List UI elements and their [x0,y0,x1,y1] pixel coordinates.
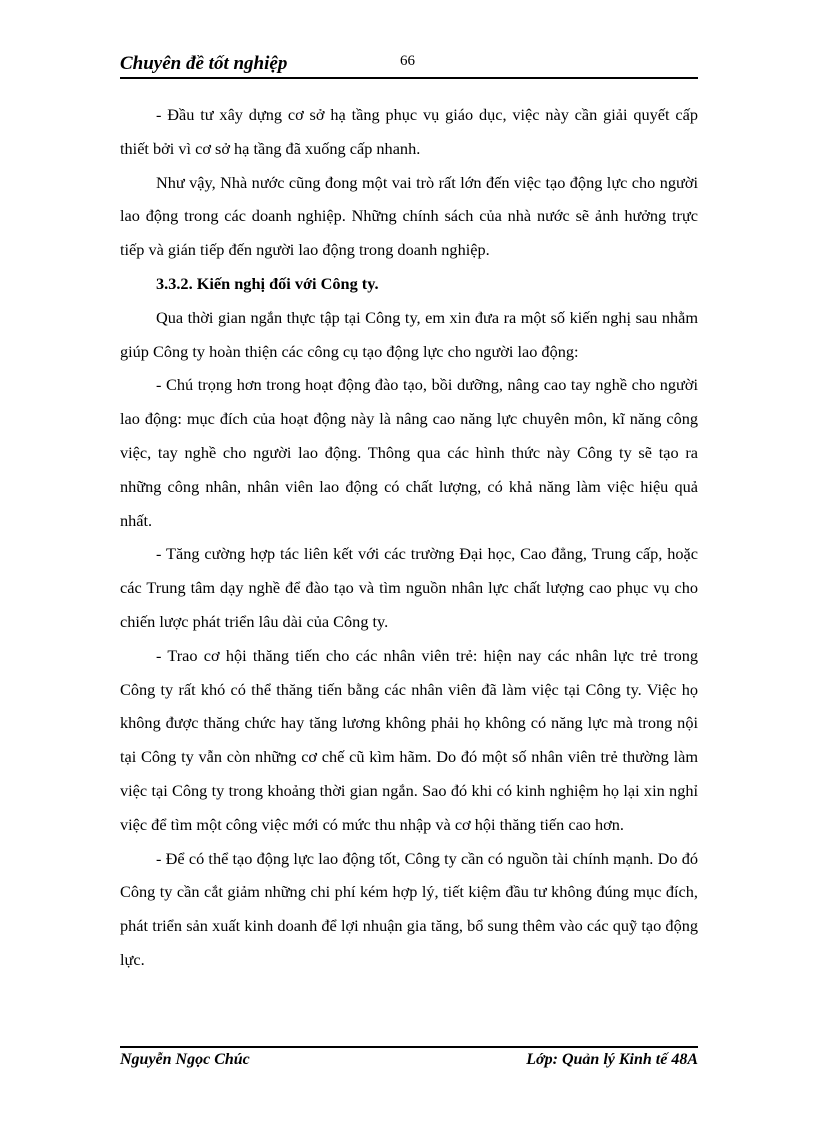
paragraph-state-role: Như vậy, Nhà nước cũng đong một vai trò rất lớn đến việc tạo động lực cho người lao động trong các doanh nghiệp. Những chính sách của nhà nước sẽ ảnh hưởng trực tiếp và gián tiếp đến người lao động trong doanh nghiệp. [120,172,698,260]
paragraph-cooperation: - Tăng cường hợp tác liên kết với các trường Đại học, Cao đẳng, Trung cấp, hoặc các Trung tâm dạy nghề để đào tạo và tìm nguồn nhân lực chất lượng cao phục vụ cho chiến lược phát triển lâu dài của Công ty. [120,544,698,631]
author-name: Nguyễn Ngọc Chúc [120,1051,250,1068]
paragraph-promotion: - Trao cơ hội thăng tiến cho các nhân viên trẻ: hiện nay các nhân lực trẻ trong Công ty rất khó có thể thăng tiến bằng các nhân viên đã làm việc tại Công ty. Việc họ không được thăng chức hay tăng lương không phải họ không có năng lực mà trong nội tại Công ty vẫn còn những cơ chế cũ kìm hãm. Do đó một số nhân viên trẻ thường làm việc tại Công ty trong khoảng thời gian ngắn. Sao đó khi có kinh nghiệm họ lại xin nghỉ việc để tìm một công việc mới có mức thu nhập và cơ hội thăng tiến cao hơn. [120,645,698,834]
page-footer [120,1051,698,1075]
page-body [120,98,698,977]
page-number: 66 [400,53,415,69]
paragraph-finance: - Để có thể tạo động lực lao động tốt, Công ty cần có nguồn tài chính mạnh. Do đó Công ty cần cắt giảm những chi phí kém hợp lý, tiết kiệm đầu tư không đúng mục đích, phát triển sản xuất kinh doanh để lợi nhuận gia tăng, bổ sung thêm vào các quỹ tạo động lực. [120,848,698,969]
class-label: Lớp: Quản lý Kinh tế 48A [526,1051,698,1068]
footer-rule [120,1046,698,1048]
paragraph-intro-recommendations: Qua thời gian ngắn thực tập tại Công ty, em xin đưa ra một số kiến nghị sau nhằm giúp Công ty hoàn thiện các công cụ tạo động lực cho người lao động: [120,307,698,361]
paragraph-training: - Chú trọng hơn trong hoạt động đào tạo, bồi dưỡng, nâng cao tay nghề cho người lao động: mục đích của hoạt động này là nâng cao năng lực chuyên môn, kĩ năng công việc, tay nghề cho người lao động. Thông qua các hình thức này Công ty sẽ tạo ra những công nhân, nhân viên lao động có chất lượng, có khả năng làm việc hiệu quả nhất. [120,375,698,530]
header-rule [120,77,698,79]
page-header [120,50,698,78]
section-heading: 3.3.2. Kiến nghị đối với Công ty. [156,273,379,293]
document-title: Chuyên đề tốt nghiệp [120,53,288,74]
paragraph-infrastructure: - Đầu tư xây dựng cơ sở hạ tầng phục vụ giáo dục, việc này cần giải quyết cấp thiết bởi vì cơ sở hạ tầng đã xuống cấp nhanh. [120,105,698,158]
